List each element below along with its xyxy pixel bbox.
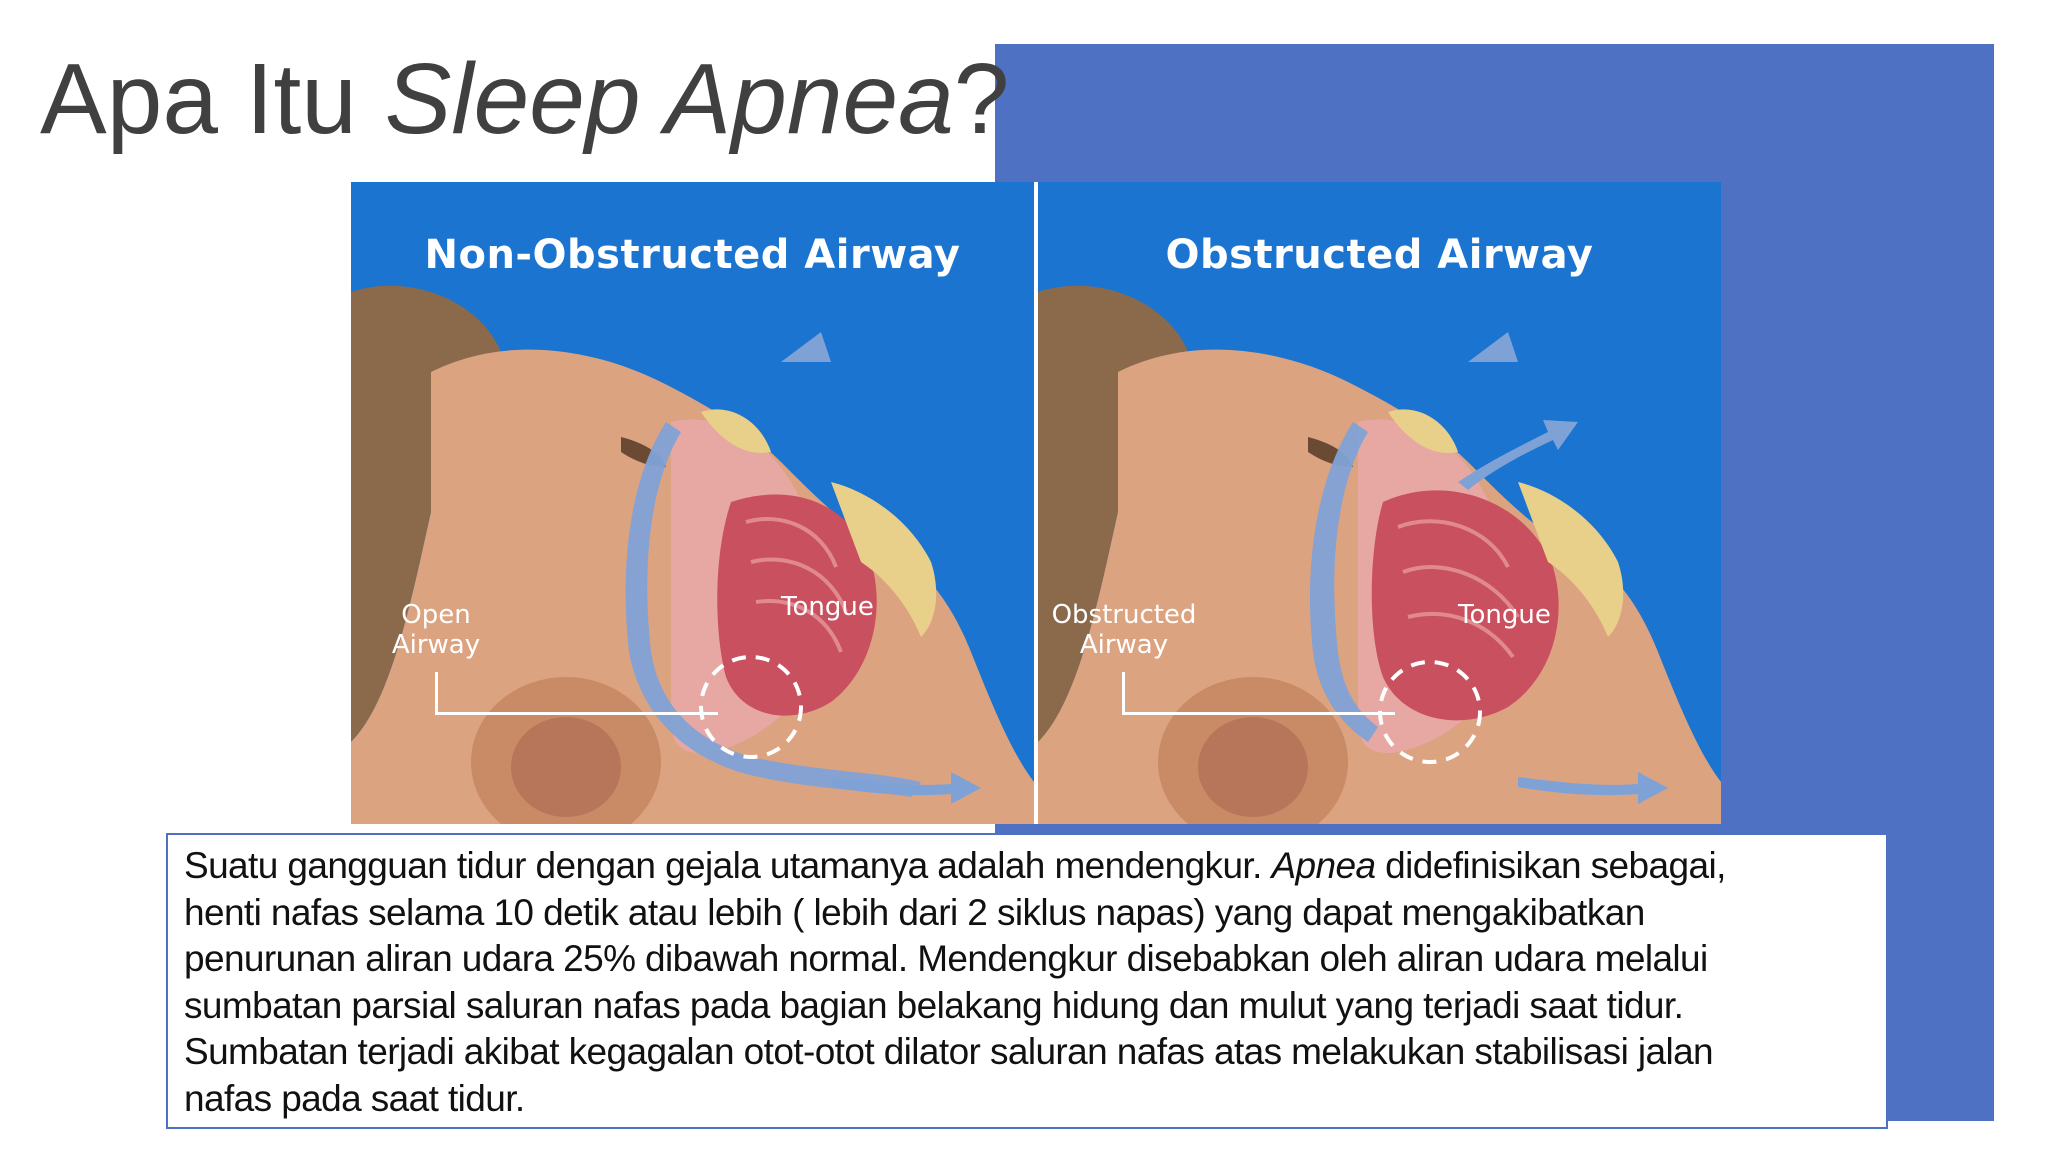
definition-line-4: sumbatan parsial saluran nafas pada bagian belakang hidung dan mulut yang terjadi saat tidur.	[184, 984, 1684, 1026]
apnea-term: Apnea	[1271, 845, 1376, 886]
definition-paragraph	[184, 843, 1870, 1122]
callout-pointer	[435, 672, 718, 715]
title-lead: Apa Itu	[40, 43, 385, 155]
non-obstructed-panel	[351, 182, 1034, 824]
open-airway-callout	[381, 600, 491, 660]
tongue-label: Tongue	[781, 592, 874, 622]
callout-line2: Airway	[391, 630, 481, 660]
non-obstructed-drawing	[351, 182, 1034, 824]
definition-line-6: nafas pada saat tidur.	[184, 1077, 525, 1119]
definition-line-2: henti nafas selama 10 detik atau lebih ( lebih dari 2 siklus napas) yang dapat mengakibatkan	[184, 891, 1645, 933]
definition-text-box	[166, 833, 1888, 1129]
callout-line1: Open	[401, 600, 471, 630]
obstructed-drawing	[1038, 182, 1721, 824]
callout-pointer	[1122, 672, 1395, 715]
obstructed-panel	[1038, 182, 1721, 824]
panel-heading: Non-Obstructed Airway	[424, 232, 961, 278]
definition-line-1-start: Suatu gangguan tidur dengan gejala utamanya adalah mendengkur.	[184, 845, 1272, 886]
definition-line-3: penurunan aliran udara 25% dibawah normal. Mendengkur disebabkan oleh aliran udara melalui	[184, 938, 1708, 979]
page-title	[40, 34, 1009, 164]
definition-line-1-end: didefinisikan sebagai,	[1375, 845, 1726, 886]
panel-heading: Obstructed Airway	[1165, 232, 1594, 278]
obstructed-airway-callout	[1044, 600, 1204, 660]
title-trail: ?	[953, 43, 1010, 155]
callout-line1: Obstructed	[1051, 600, 1197, 630]
title-emphasis: Sleep Apnea	[384, 43, 954, 155]
definition-line-1	[184, 843, 1870, 890]
callout-line2: Airway	[1079, 630, 1169, 660]
definition-line-5: Sumbatan terjadi akibat kegagalan otot-otot dilator saluran nafas atas melakukan stabilisasi jalan	[184, 1031, 1714, 1072]
airway-illustration	[351, 182, 1721, 824]
tongue-label: Tongue	[1458, 600, 1551, 630]
